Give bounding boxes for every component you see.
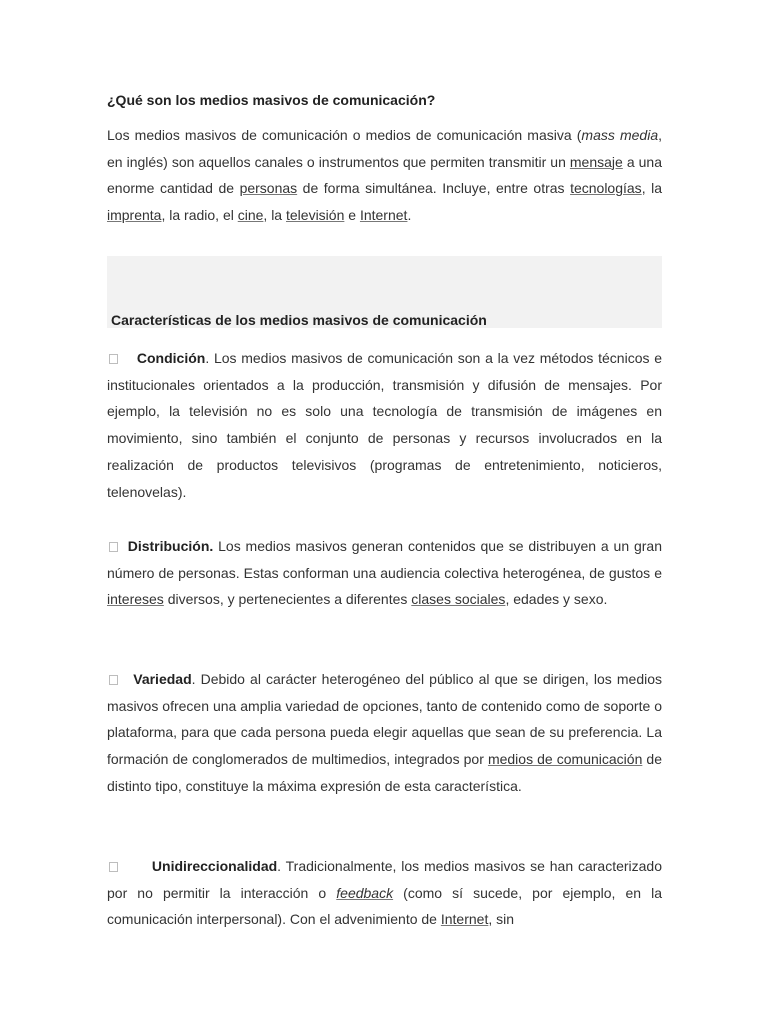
item-text: Los medios masivos generan contenidos que se distribuyen a un gran número de personas. Estas conforman una audiencia colectiva heterogénea, de gustos e <box>107 538 662 581</box>
item-title: Variedad <box>133 671 192 687</box>
link-clases-sociales[interactable]: clases sociales <box>411 591 506 608</box>
intro-text: de forma simultánea. Incluye, entre otras <box>297 180 571 197</box>
intro-text: , en inglés) son aquellos canales o instrumentos que permiten transmitir un <box>107 127 663 170</box>
link-feedback[interactable]: feedback <box>336 884 394 901</box>
section-heading: Características de los medios masivos de comunicación <box>111 312 487 328</box>
bullet-icon <box>109 862 118 872</box>
item-title: Condición <box>136 350 206 366</box>
link-internet[interactable]: Internet <box>440 911 489 928</box>
bullet-icon <box>109 675 118 685</box>
item-text: . Los medios masivos de comunicación son a la vez métodos técnicos e institucionales orientados a la producción, transmisión y difusión de mensajes. Por ejemplo, la televisión no es solo una tecnología de transmisión de imágenes en movimiento, sino también el conjunto de personas y recursos involucrados en la realización de productos televisivos (programas de entretenimiento, noticieros, telenovelas). <box>107 350 662 500</box>
intro-text: Los medios masivos de comunicación o medios de comunicación masiva ( <box>107 127 582 143</box>
link-imprenta[interactable]: imprenta <box>107 207 162 224</box>
item-text: , edades y sexo. <box>505 591 608 608</box>
item-text: . Tradicionalmente, los medios masivos se han caracterizado por no permitir la interacción o <box>107 858 662 901</box>
item-title: Distribución. <box>127 538 214 554</box>
list-item-distribucion <box>107 533 662 613</box>
page-title: ¿Qué son los medios masivos de comunicación? <box>107 92 436 108</box>
intro-text: , la <box>263 207 286 224</box>
link-internet[interactable]: Internet <box>359 207 408 224</box>
item-text: diversos, y pertenecientes a diferentes <box>163 591 412 608</box>
intro-text: e <box>344 207 360 224</box>
link-tecnologias[interactable]: tecnologías <box>570 180 642 197</box>
list-item-condicion <box>107 345 662 505</box>
item-text: , sin <box>488 911 515 928</box>
list-item-variedad <box>107 666 662 800</box>
intro-text: , la radio, el <box>161 207 238 224</box>
item-text: (como sí sucede, por ejemplo, en la comunicación interpersonal). Con el advenimiento de <box>107 884 662 928</box>
intro-text: , la <box>641 180 662 197</box>
list-item-unidireccionalidad <box>107 853 662 933</box>
intro-paragraph <box>107 122 662 229</box>
item-text: . Debido al carácter heterogéneo del público al que se dirigen, los medios masivos ofrecen una amplia variedad de opciones, tanto de contenido como de soporte o plataforma, para que cada persona pueda elegir aquellas que sean de su preferencia. La formación de conglomerados de multimedios, integrados por <box>107 671 662 768</box>
item-text: de distinto tipo, constituye la máxima expresión de esta característica. <box>107 751 662 794</box>
bullet-icon <box>109 354 118 364</box>
link-television[interactable]: televisión <box>286 207 345 224</box>
intro-text: a una enorme cantidad de <box>107 153 662 197</box>
link-mensaje[interactable]: mensaje <box>569 153 623 170</box>
intro-text: . <box>407 207 412 224</box>
link-intereses[interactable]: intereses <box>107 591 164 608</box>
link-cine[interactable]: cine <box>237 207 264 224</box>
intro-italic: mass media <box>581 127 659 143</box>
item-title: Unidireccionalidad <box>151 858 278 874</box>
link-personas[interactable]: personas <box>239 180 298 197</box>
bullet-icon <box>109 542 118 552</box>
link-medios-de-comunicacion[interactable]: medios de comunicación <box>487 751 643 768</box>
